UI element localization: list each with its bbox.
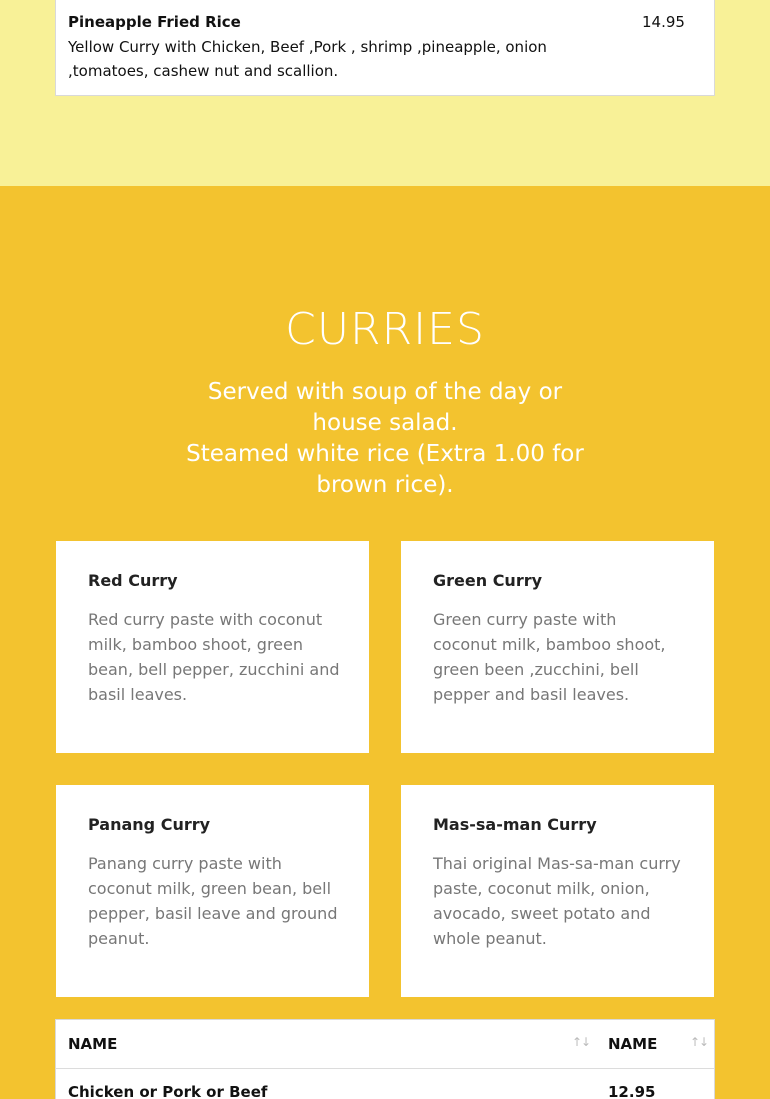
section-subtitle: [185, 377, 585, 501]
card-description: Panang curry paste with coconut milk, green bean, bell pepper, basil leave and ground peanut.: [88, 854, 338, 948]
card-title: Green Curry: [433, 571, 543, 590]
card-description: Red curry paste with coconut milk, bamboo shoot, green bean, bell pepper, zucchini and basil leaves.: [88, 610, 340, 704]
sort-icon[interactable]: ↑↓: [572, 1035, 591, 1049]
table-cell-name: Chicken or Pork or Beef: [68, 1083, 268, 1099]
card-title: Mas-sa-man Curry: [433, 815, 597, 834]
column-header-label: NAME: [608, 1035, 658, 1053]
subtitle-line-1: Served with soup of the day or house salad.: [207, 379, 563, 436]
column-header-price[interactable]: [596, 1020, 714, 1069]
card-description: Thai original Mas-sa-man curry paste, coconut milk, onion, avocado, sweet potato and whole peanut.: [433, 854, 681, 948]
menu-card-green-curry[interactable]: [401, 541, 714, 753]
card-description: Green curry paste with coconut milk, bamboo shoot, green been ,zucchini, bell pepper and basil leaves.: [433, 610, 666, 704]
table-cell-price: 12.95: [608, 1083, 656, 1099]
card-title: Red Curry: [88, 571, 178, 590]
menu-card-massaman-curry[interactable]: [401, 785, 714, 997]
menu-card-panang-curry[interactable]: [56, 785, 369, 997]
subtitle-line-2: Steamed white rice (Extra 1.00 for brown rice).: [186, 441, 584, 498]
menu-item-price: 14.95: [642, 13, 685, 31]
curries-section: [0, 186, 770, 1099]
section-title: CURRIES: [285, 304, 485, 355]
menu-item-name: Pineapple Fried Rice: [68, 13, 241, 31]
column-header-name[interactable]: [56, 1020, 596, 1069]
sort-icon[interactable]: ↑↓: [690, 1035, 709, 1049]
menu-card-red-curry[interactable]: [56, 541, 369, 753]
menu-item-description: Yellow Curry with Chicken, Beef ,Pork , shrimp ,pineapple, onion ,tomatoes, cashew nut and scallion.: [68, 38, 547, 80]
curries-table: [55, 1019, 715, 1099]
card-title: Panang Curry: [88, 815, 211, 834]
menu-table-row: [55, 0, 715, 96]
previous-section-band: [0, 0, 770, 186]
column-header-label: NAME: [68, 1035, 118, 1053]
